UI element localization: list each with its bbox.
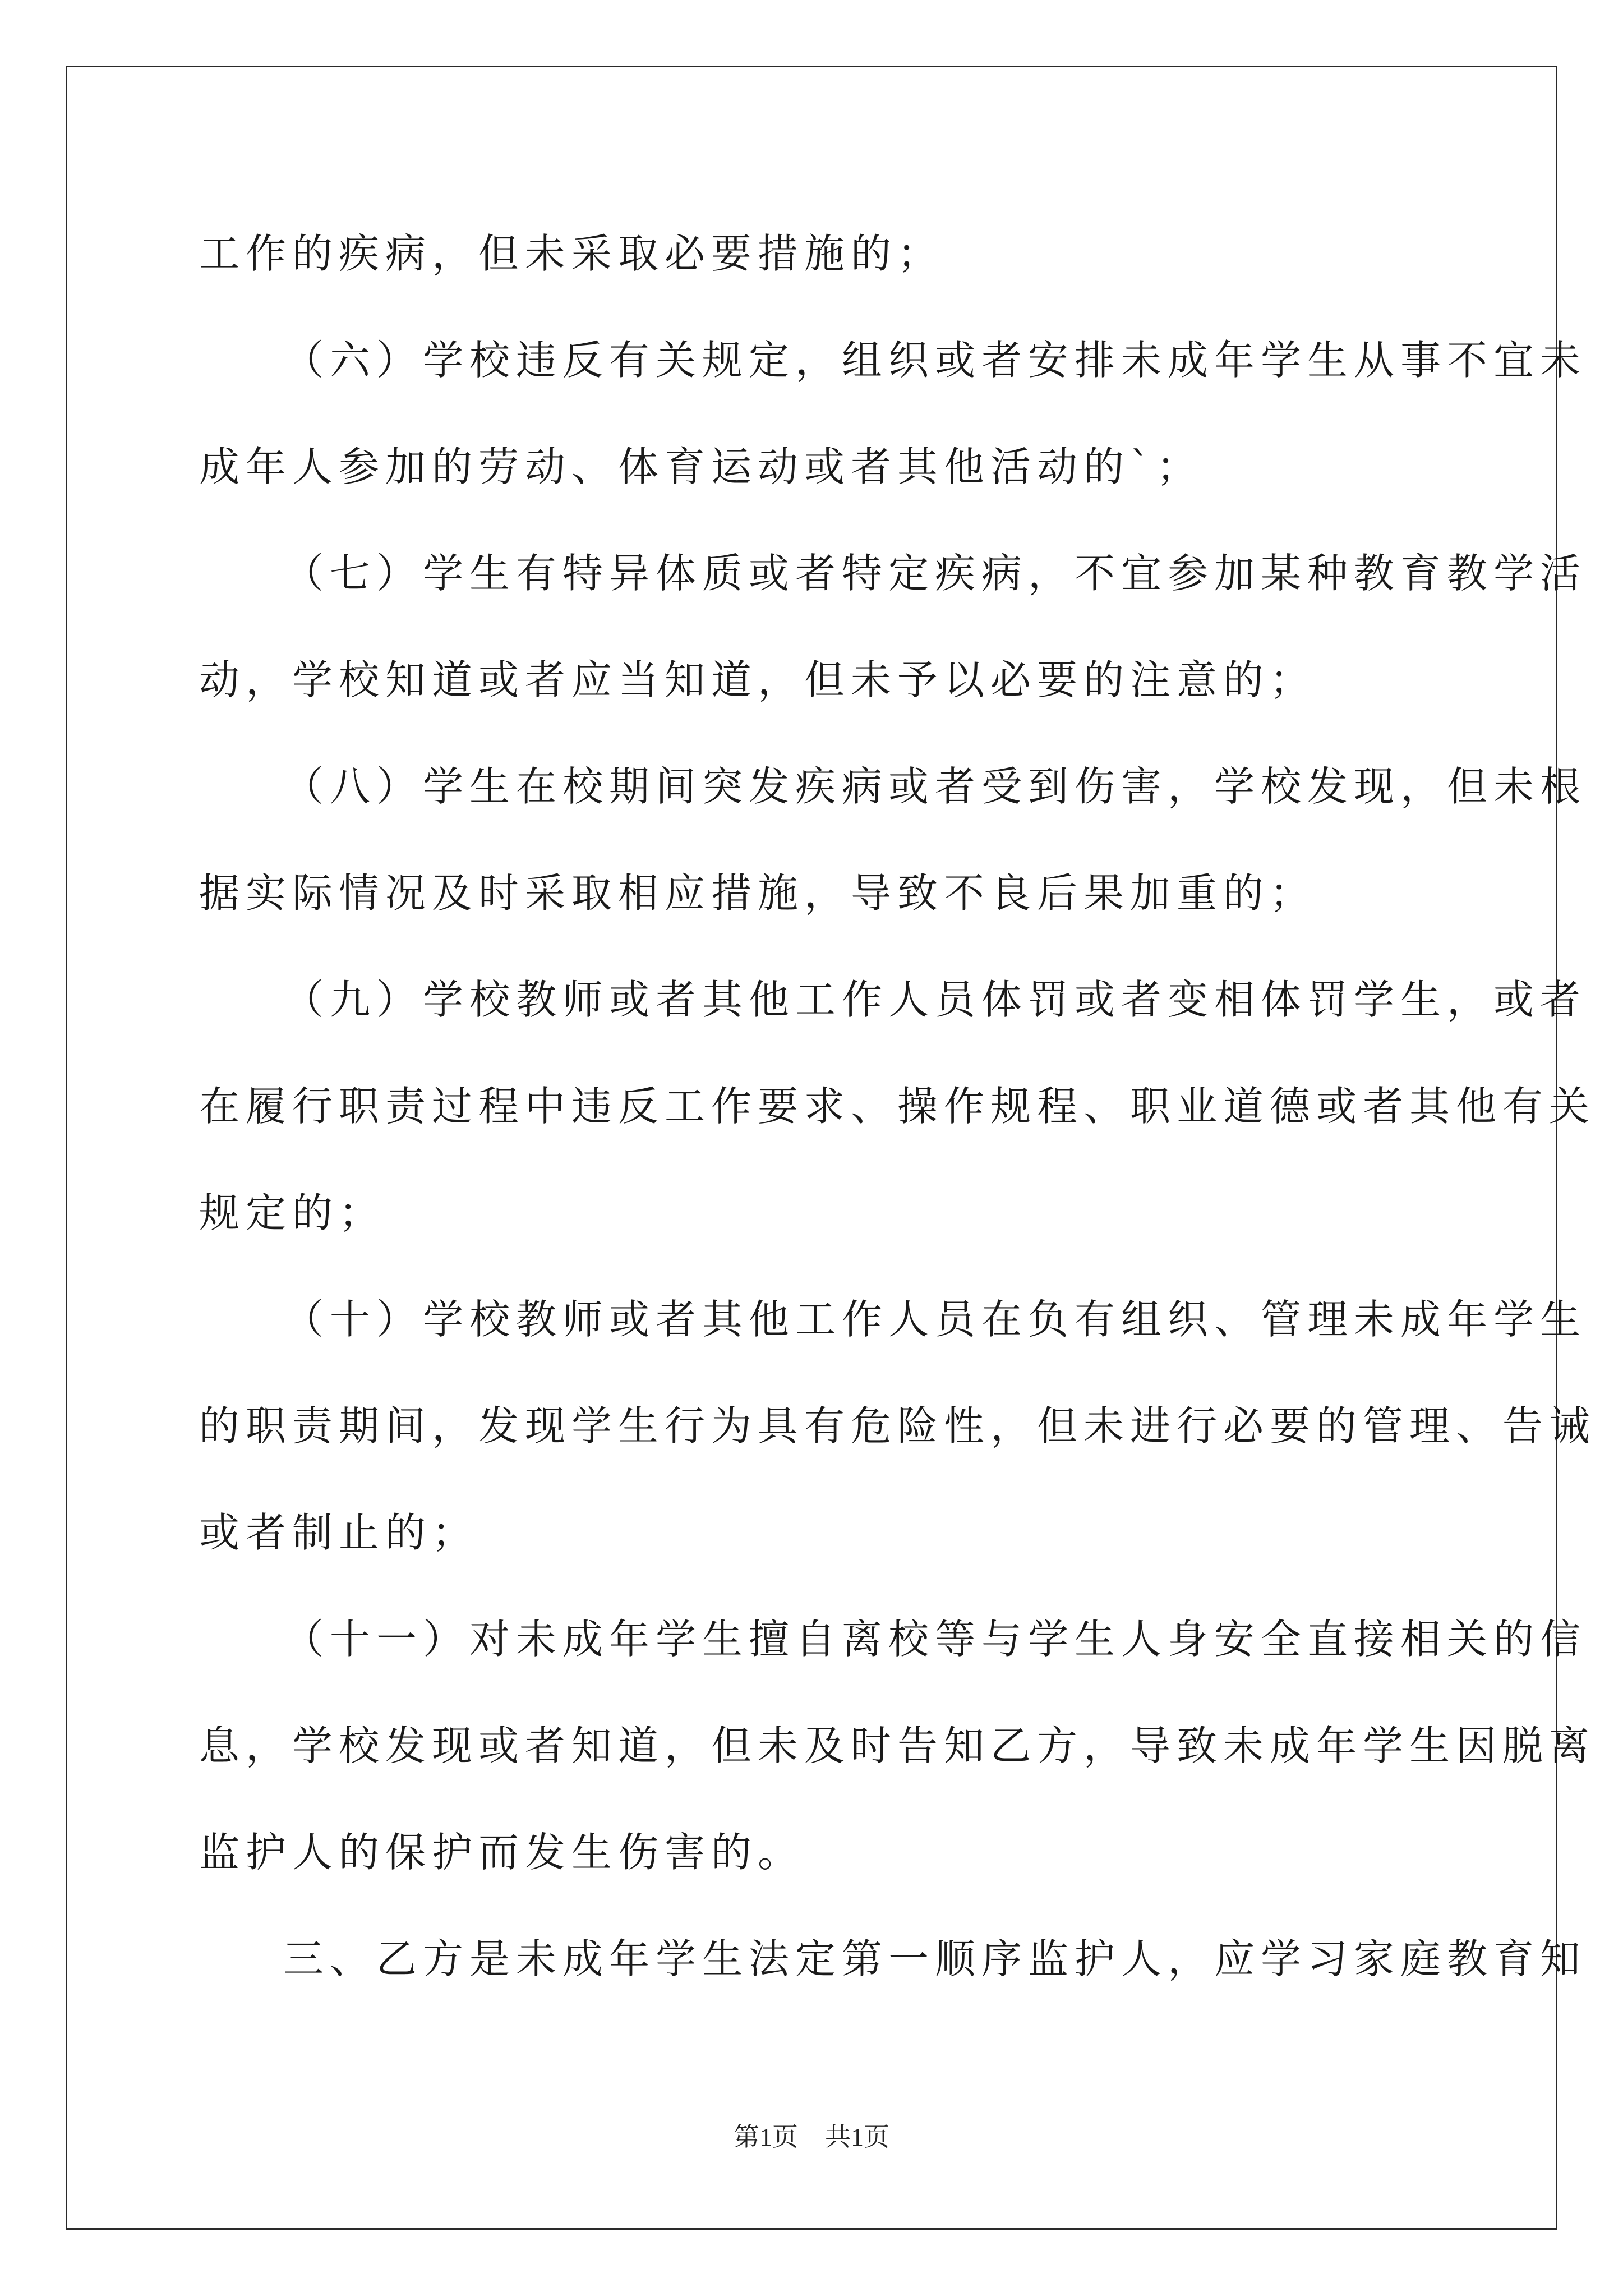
text-line: （七）学生有特异体质或者特定疾病，不宜参加某种教育教学活 [283,550,1587,597]
text-line: （九）学校教师或者其他工作人员体罚或者变相体罚学生，或者 [283,976,1587,1023]
text-line: 监护人的保护而发生伤害的。 [199,1829,805,1876]
text-line: （十一）对未成年学生擅自离校等与学生人身安全直接相关的信 [283,1616,1587,1663]
text-line: 的职责期间，发现学生行为具有危险性，但未进行必要的管理、告诫 [199,1402,1596,1450]
text-line: （六）学校违反有关规定，组织或者安排未成年学生从事不宜未 [283,337,1587,384]
text-line: 动，学校知道或者应当知道，但未予以必要的注意的； [199,656,1317,703]
text-line: 在履行职责过程中违反工作要求、操作规程、职业道德或者其他有关 [199,1083,1596,1130]
text-line: 规定的； [199,1189,386,1236]
text-line: 三、乙方是未成年学生法定第一顺序监护人，应学习家庭教育知 [283,1935,1587,1982]
text-line: 或者制止的； [199,1509,479,1556]
text-line: （八）学生在校期间突发疾病或者受到伤害，学校发现，但未根 [283,763,1587,810]
text-line: 据实际情况及时采取相应措施，导致不良后果加重的； [199,869,1317,917]
text-line: 工作的疾病，但未采取必要措施的； [199,230,944,277]
text-line: （十）学校教师或者其他工作人员在负有组织、管理未成年学生 [283,1296,1587,1343]
text-line: 息，学校发现或者知道，但未及时告知乙方，导致未成年学生因脱离 [199,1722,1596,1769]
page-footer [0,2120,1623,2154]
total-pages: 共1页 [825,2123,889,2151]
text-line: 成年人参加的劳动、体育运动或者其他活动的`； [199,443,1204,490]
page-number: 第1页 [734,2123,798,2151]
document-body [199,217,1596,2029]
